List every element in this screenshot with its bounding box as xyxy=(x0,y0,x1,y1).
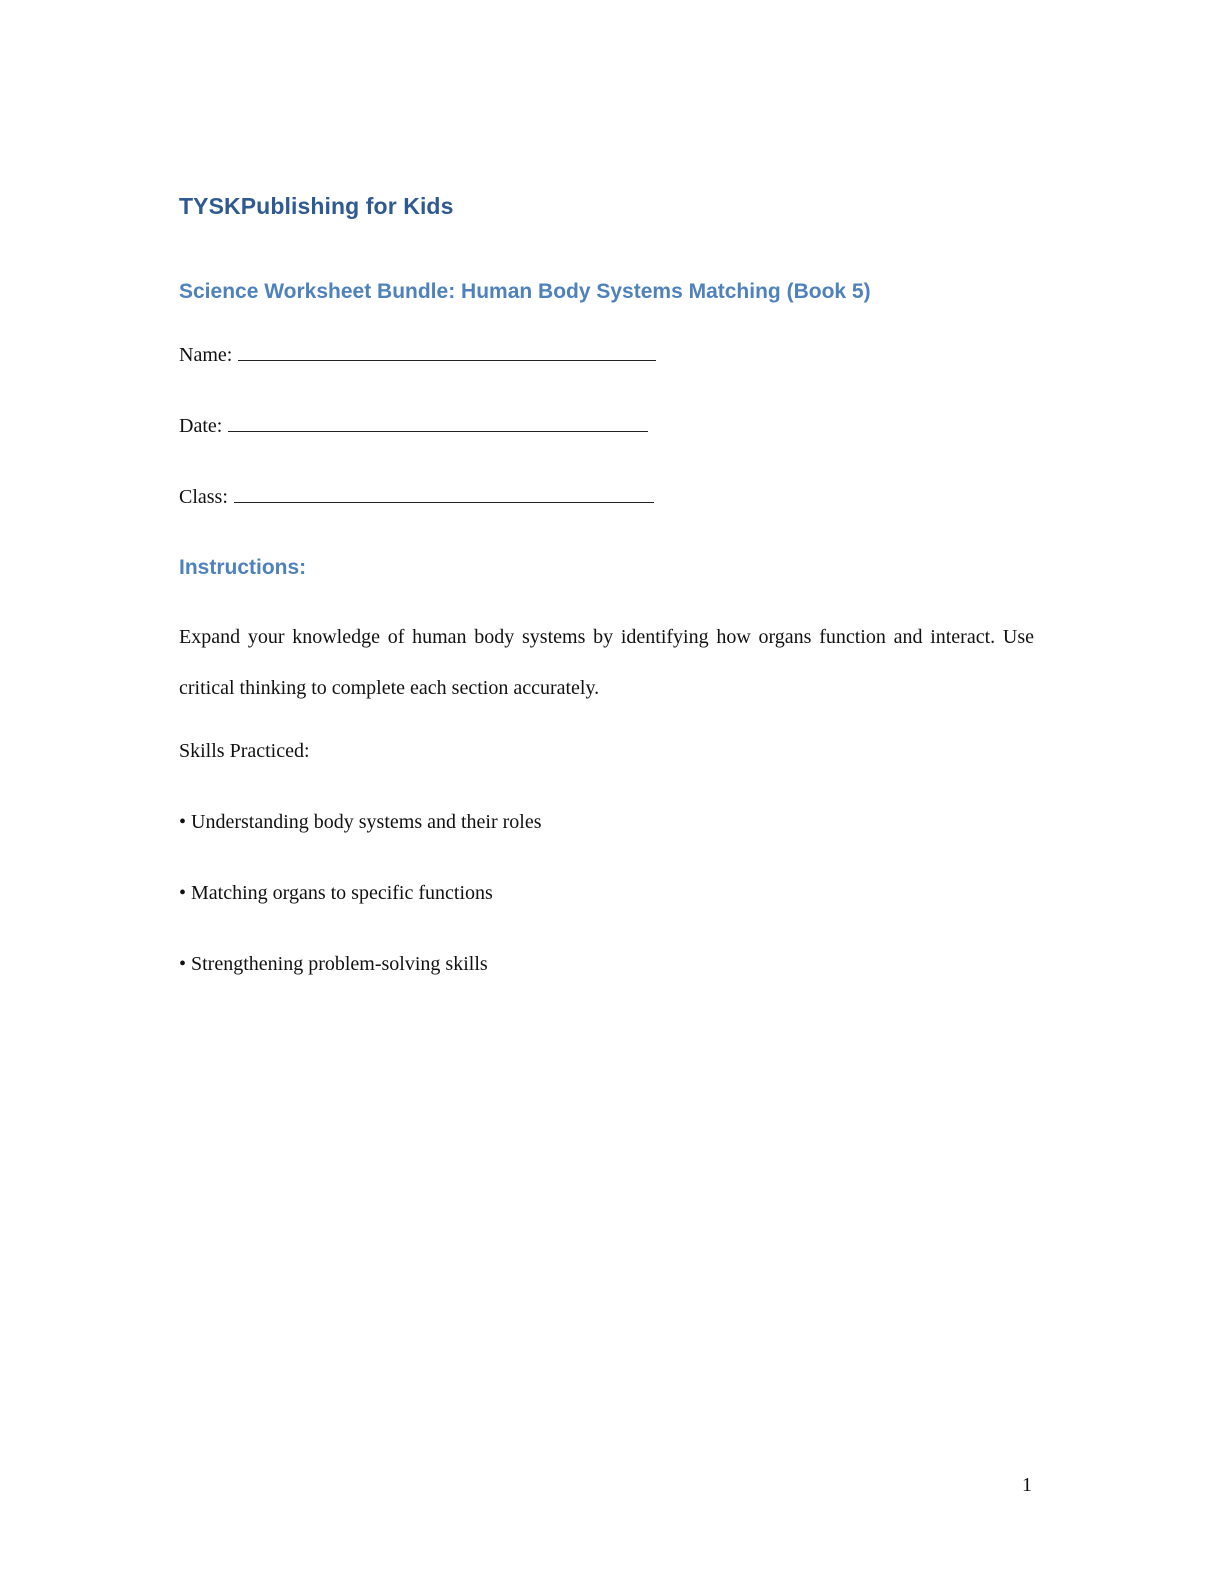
skill-item: • Understanding body systems and their roles xyxy=(179,811,542,833)
page-number: 1 xyxy=(1022,1474,1032,1496)
instructions-heading: Instructions: xyxy=(179,556,307,579)
publisher-name: TYSKPublishing for Kids xyxy=(179,193,454,219)
date-field[interactable] xyxy=(179,413,648,438)
skill-item: • Strengthening problem-solving skills xyxy=(179,953,488,975)
class-field[interactable] xyxy=(179,484,654,509)
skills-heading: Skills Practiced: xyxy=(179,740,310,762)
class-blank-line[interactable] xyxy=(234,484,654,503)
date-blank-line[interactable] xyxy=(228,413,648,432)
name-blank-line[interactable] xyxy=(238,342,656,361)
instructions-paragraph: Expand your knowledge of human body systems by identifying how organs function and interact. Use critical thinking to complete each section accurately. xyxy=(179,626,1034,699)
name-label: Name: xyxy=(179,344,233,366)
class-label: Class: xyxy=(179,486,228,508)
date-label: Date: xyxy=(179,415,223,437)
name-field[interactable] xyxy=(179,342,656,367)
skill-item: • Matching organs to specific functions xyxy=(179,882,493,904)
worksheet-title: Science Worksheet Bundle: Human Body Systems Matching (Book 5) xyxy=(179,280,871,303)
